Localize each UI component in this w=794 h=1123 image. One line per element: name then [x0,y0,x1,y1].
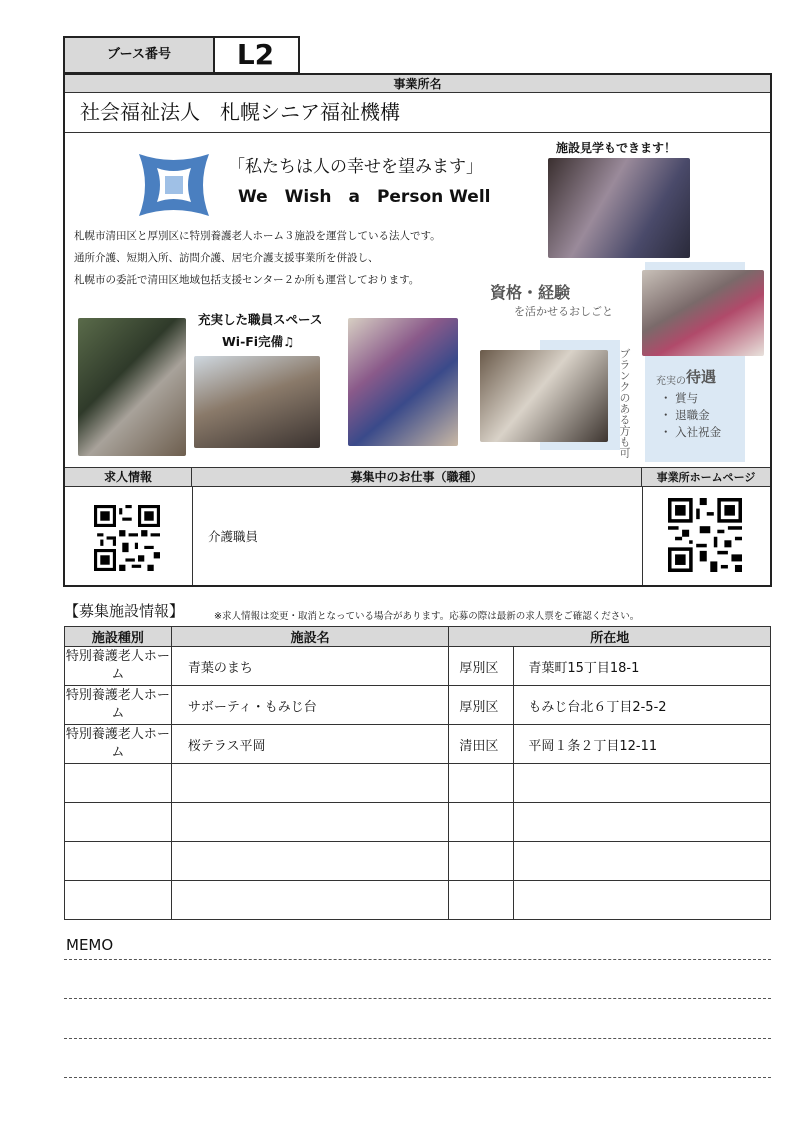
table-cell-ward [449,764,514,803]
description-line-1: 札幌市清田区と厚別区に特別養護老人ホーム３施設を運営している法人です。 [74,230,441,242]
logo-icon [135,150,213,220]
table-row [65,803,771,842]
benefits-title: 待遇 [686,368,717,386]
benefit-item: ・ 賞与 [660,391,699,405]
booth-label: ブース番号 [63,36,215,74]
memo-line [64,1077,771,1078]
table-cell-name [171,803,449,842]
table-cell-ward: 厚別区 [449,686,514,725]
motto: 「私たちは人の幸せを望みます」 [228,157,483,177]
table-cell-type: 特別養護老人ホーム [65,686,172,725]
motto-en: We Wish a Person Well [238,187,491,207]
table-row [65,686,771,725]
table-cell-address [514,764,771,803]
homepage-header: 事業所ホームページ [642,468,770,487]
divider [65,132,770,133]
table-cell-address [514,842,771,881]
office-name: 社会福祉法人 札幌シニア福祉機構 [80,100,400,124]
col-header-name: 施設名 [171,627,449,647]
facilities-table [64,626,771,920]
tour-photo [548,158,690,258]
blank-ok-vertical: ブランクのある方も可 [618,348,631,458]
staff-room-photo [194,356,320,448]
job-type-header: 募集中のお仕事（職種） [192,468,642,487]
homepage-qr-code[interactable] [668,498,742,572]
table-row [65,764,771,803]
table-row [65,842,771,881]
rehab-photo [348,318,458,446]
meal-photo [480,350,608,442]
benefit-item: ・ 退職金 [660,408,710,422]
description-line-2: 通所介護、短期入所、訪問介護、居宅介護支援事業所を併設し、 [74,252,379,264]
booth-number: L2 [213,36,300,74]
staff-space-caption: 充実した職員スペース [198,312,323,327]
table-cell-ward [449,842,514,881]
table-cell-name: サボーティ・もみじ台 [171,686,449,725]
description-line-3: 札幌市の委託で清田区地域包括支援センター２か所も運営しております。 [74,274,420,286]
wifi-caption: Wi-Fi完備♫ [222,334,295,349]
table-cell-name: 桜テラス平岡 [171,725,449,764]
kitchen-photo [78,318,186,456]
facilities-note: ※求人情報は変更・取消となっている場合があります。応募の際は最新の求人票をご確認ください。 [214,611,640,622]
memo-line [64,959,771,960]
table-cell-ward: 清田区 [449,725,514,764]
table-cell-name [171,881,449,920]
job-qr-code[interactable] [94,505,160,571]
table-cell-name [171,764,449,803]
table-cell-type [65,803,172,842]
memo-line [64,1038,771,1039]
table-cell-type: 特別養護老人ホーム [65,725,172,764]
memo-line [64,998,771,999]
table-cell-ward [449,881,514,920]
table-cell-type [65,881,172,920]
table-cell-ward: 厚別区 [449,647,514,686]
table-cell-type [65,842,172,881]
table-row [65,881,771,920]
job-col-line-2 [642,487,643,585]
benefit-item: ・ 入社祝金 [660,425,722,439]
qualification-subtitle: を活かせるおしごと [514,305,613,318]
table-cell-name [171,842,449,881]
table-row [65,647,771,686]
benefits-title-small: 充実の [656,376,686,387]
col-header-location: 所在地 [449,627,771,647]
table-cell-address: 青葉町15丁目18-1 [514,647,771,686]
table-cell-address: もみじ台北６丁目2-5-2 [514,686,771,725]
table-cell-address [514,881,771,920]
table-cell-type: 特別養護老人ホーム [65,647,172,686]
facilities-title: 【募集施設情報】 [64,602,185,620]
exercise-photo [642,270,764,356]
table-cell-name: 青葉のまち [171,647,449,686]
job-info-header: 求人情報 [65,468,192,487]
job-col-line-1 [192,487,193,585]
col-header-type: 施設種別 [65,627,172,647]
qualification-title: 資格・経験 [490,283,571,302]
table-cell-address [514,803,771,842]
job-type-value: 介護職員 [208,529,259,544]
tour-caption: 施設見学もできます！ [556,141,677,155]
memo-label: MEMO [66,936,114,954]
table-cell-address: 平岡１条２丁目12-11 [514,725,771,764]
table-row [65,725,771,764]
office-header: 事業所名 [65,75,770,93]
table-cell-ward [449,803,514,842]
table-cell-type [65,764,172,803]
